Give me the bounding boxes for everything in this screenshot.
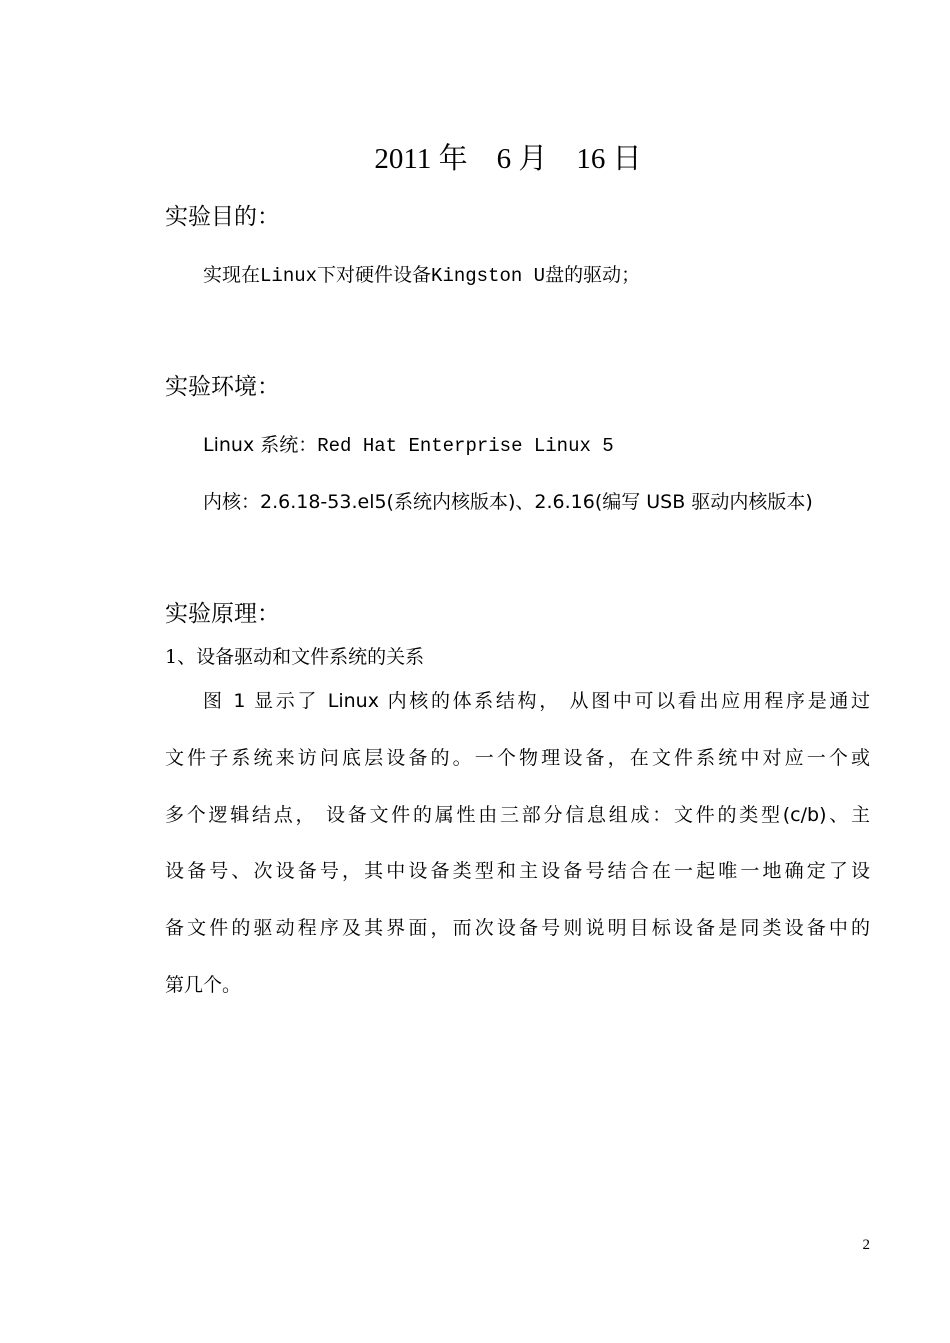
paragraph-line: 第几个。 <box>165 974 242 996</box>
document-date: 2011 年 6 月 16 日 <box>374 143 642 175</box>
paragraph-line: 文件子系统来访问底层设备的。一个物理设备，在文件系统中对应一个或 <box>165 747 870 769</box>
paragraph-line: 图 1 显示了 Linux 内核的体系结构， 从图中可以看出应用程序是通过 <box>203 690 870 712</box>
purpose-prefix: 实现在 <box>203 264 261 286</box>
system-value: Red Hat Enterprise Linux 5 <box>317 435 614 457</box>
principle-subheading: 1、设备驱动和文件系统的关系 <box>165 646 425 668</box>
purpose-suffix: 盘的驱动； <box>545 264 641 286</box>
environment-kernel-line: 内核：2.6.18-53.el5(系统内核版本)、2.6.16(编写 USB 驱动内核版本) <box>203 491 813 513</box>
purpose-device: Kingston U <box>431 265 546 287</box>
system-label: Linux 系统： <box>203 434 318 456</box>
environment-system-line <box>203 430 614 457</box>
page-number: 2 <box>862 1237 870 1253</box>
paragraph-line: 备文件的驱动程序及其界面，而次设备号则说明目标设备是同类设备中的 <box>165 917 870 939</box>
purpose-heading: 实验目的： <box>165 204 280 230</box>
paragraph-line: 多个逻辑结点， 设备文件的属性由三部分信息组成：文件的类型(c/b)、主 <box>165 804 870 826</box>
paragraph-line: 设备号、次设备号，其中设备类型和主设备号结合在一起唯一地确定了设 <box>165 860 870 882</box>
environment-heading: 实验环境： <box>165 374 280 400</box>
principle-heading: 实验原理： <box>165 601 280 627</box>
purpose-os: Linux <box>260 265 318 287</box>
purpose-line <box>203 260 640 287</box>
purpose-mid: 下对硬件设备 <box>317 264 432 286</box>
